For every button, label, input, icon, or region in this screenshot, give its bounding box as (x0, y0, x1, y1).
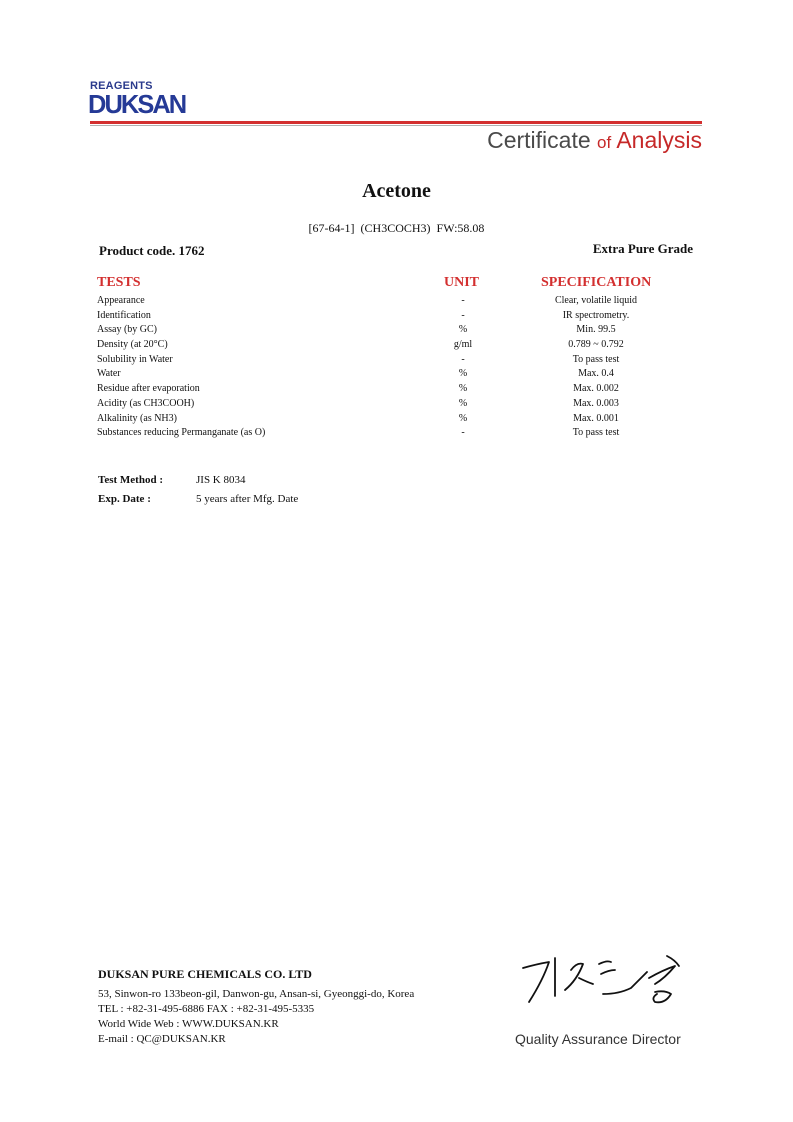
test-name: Substances reducing Permanganate (as O) (97, 427, 266, 439)
test-spec: Max. 0.001 (573, 412, 619, 424)
test-name: Residue after evaporation (97, 383, 200, 395)
company-name: DUKSAN PURE CHEMICALS CO. LTD (98, 967, 312, 981)
company-phone: TEL : +82-31-495-6886 FAX : +82-31-495-5335 (98, 1003, 315, 1015)
test-unit: % (458, 383, 468, 395)
table-row (0, 382, 793, 397)
test-name: Water (97, 368, 121, 380)
test-spec: Clear, volatile liquid (554, 295, 638, 306)
test-unit: - (461, 353, 465, 365)
header-specification: SPECIFICATION (541, 275, 652, 290)
certificate-title-word: Certificate (487, 127, 591, 153)
exp-date-value: 5 years after Mfg. Date (196, 493, 299, 505)
test-unit: g/ml (453, 339, 473, 351)
test-unit: - (461, 309, 465, 321)
company-website: World Wide Web : WWW.DUKSAN.KR (98, 1018, 279, 1030)
product-name: Acetone (362, 180, 431, 202)
test-spec: IR spectrometry. (562, 309, 630, 321)
test-name: Solubility in Water (97, 353, 173, 365)
test-spec: To pass test (572, 353, 620, 365)
test-method-label: Test Method : (98, 474, 163, 486)
test-spec: Max. 0.4 (578, 368, 614, 380)
director-signature (515, 950, 695, 1020)
test-name: Density (at 20°C) (97, 339, 168, 351)
test-spec: Max. 0.003 (573, 397, 619, 409)
test-spec: 0.789 ~ 0.792 (568, 339, 624, 351)
test-spec: Min. 99.5 (576, 324, 616, 336)
test-spec: Max. 0.002 (573, 383, 619, 395)
test-table (0, 294, 793, 441)
certificate-title-analysis: Analysis (616, 127, 702, 153)
test-method-value: JIS K 8034 (196, 474, 246, 486)
certificate-title-of: of (597, 133, 612, 152)
test-name: Appearance (97, 295, 145, 306)
product-cas: [67-64-1] (308, 221, 355, 235)
test-unit: - (461, 427, 465, 439)
logo-reagents-text: REAGENTS (90, 80, 153, 92)
header-tests: TESTS (97, 275, 141, 290)
company-address: 53, Sinwon-ro 133beon-gil, Danwon-gu, Ansan-si, Gyeonggi-do, Korea (98, 988, 415, 1000)
exp-date-label: Exp. Date : (98, 493, 151, 505)
table-row (0, 367, 793, 382)
table-row (0, 323, 793, 338)
test-spec: To pass test (572, 427, 620, 439)
test-unit: % (458, 368, 468, 380)
test-unit: % (458, 412, 468, 424)
table-row (0, 353, 793, 368)
test-name: Alkalinity (as NH3) (97, 412, 177, 424)
table-row (0, 309, 793, 324)
test-unit: - (461, 295, 465, 306)
product-code: Product code. 1762 (99, 243, 205, 258)
product-formula: (CH3COCH3) (360, 221, 431, 235)
table-row (0, 426, 793, 441)
header-divider-red (90, 121, 702, 124)
test-name: Identification (97, 309, 151, 321)
product-fw: FW:58.08 (436, 221, 485, 235)
product-formula-line (0, 220, 793, 236)
table-row (0, 412, 793, 427)
test-unit: % (458, 397, 468, 409)
company-email: E-mail : QC@DUKSAN.KR (98, 1033, 226, 1045)
table-row (0, 338, 793, 353)
header-unit: UNIT (444, 275, 480, 290)
certificate-title (487, 126, 702, 157)
qa-director-title: Quality Assurance Director (515, 1031, 681, 1047)
test-unit: % (458, 324, 468, 336)
table-row (0, 397, 793, 412)
test-name: Acidity (as CH3COOH) (97, 397, 195, 409)
test-name: Assay (by GC) (97, 324, 157, 336)
product-grade: Extra Pure Grade (592, 241, 693, 256)
logo-duksan-brand: DUKSAN (88, 89, 186, 119)
table-row (0, 294, 793, 309)
